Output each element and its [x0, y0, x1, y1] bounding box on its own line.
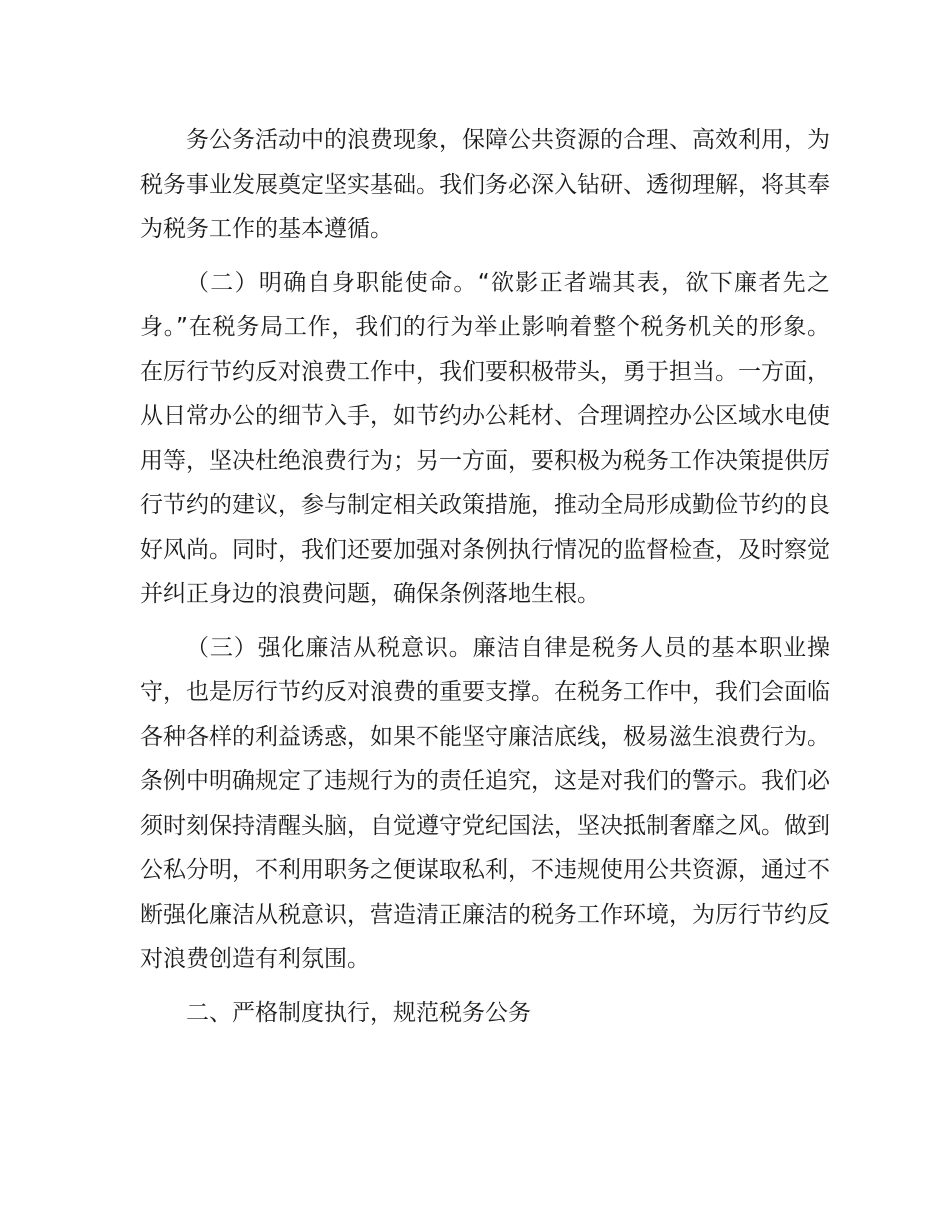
paragraph-integrity-awareness: （三）强化廉洁从税意识。廉洁自律是税务人员的基本职业操守，也是厉行节约反对浪费的重要支撑。在税务工作中，我们会面临各种各样的利益诱惑，如果不能坚守廉洁底线，极易滋生浪费行为。条例中明确规定了违规行为的责任追究，这是对我们的警示。我们必须时刻保持清醒头脑，自觉遵守党纪国法，坚决抵制奢靡之风。做到公私分明，不利用职务之便谋取私利，不违规使用公共资源，通过不断强化廉洁从税意识，营造清正廉洁的税务工作环境，为厉行节约反对浪费创造有利氛围。 [140, 634, 830, 972]
section-heading: 二、严格制度执行，规范税务公务 [186, 999, 531, 1026]
paragraph-duty-mission: （二）明确自身职能使命。“欲影正者端其表，欲下廉者先之身。”在税务局工作，我们的行为举止影响着整个税务机关的形象。在厉行节约反对浪费工作中，我们要积极带头，勇于担当。一方面，从日常办公的细节入手，如节约办公耗材、合理调控办公区域水电使用等，坚决杜绝浪费行为；另一方面，要积极为税务工作决策提供厉行节约的建议，参与制定相关政策措施，推动全局形成勤俭节约的良好风尚。同时，我们还要加强对条例执行情况的监督检查，及时察觉并纠正身边的浪费问题，确保条例落地生根。 [140, 269, 830, 607]
document-body [140, 118, 830, 1035]
paragraph-continuation: 务公务活动中的浪费现象，保障公共资源的合理、高效利用，为税务事业发展奠定坚实基础。我们务必深入钻研、透彻理解，将其奉为税务工作的基本遵循。 [140, 127, 830, 242]
